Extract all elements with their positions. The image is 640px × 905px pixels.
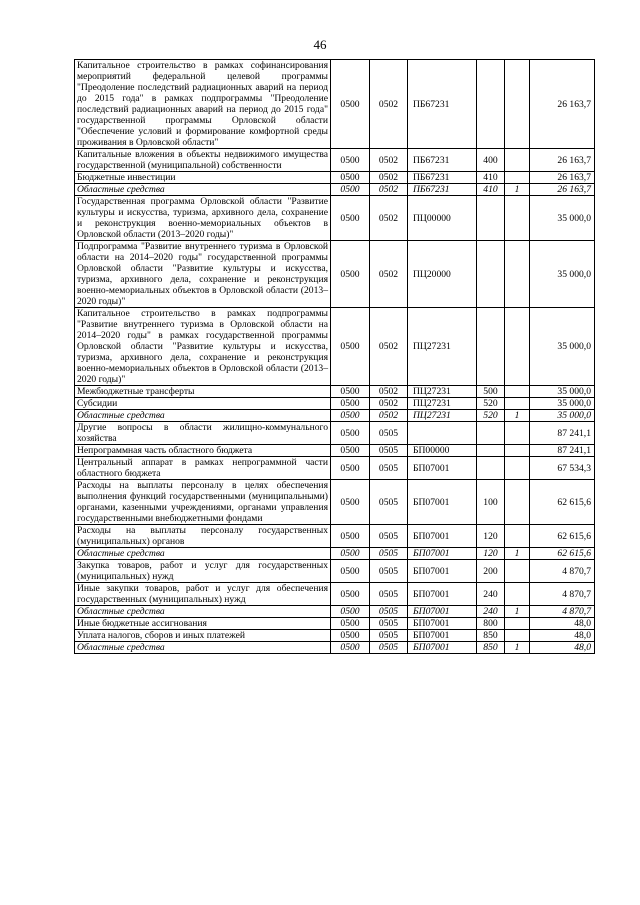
row-name-cell: Межбюджетные трансферты	[75, 386, 331, 398]
subsection-code-cell: 0502	[370, 149, 408, 172]
table-row	[75, 445, 595, 457]
amount-cell: 48,0	[530, 630, 595, 642]
funding-source-cell	[505, 525, 530, 548]
subsection-code-cell: 0502	[370, 184, 408, 196]
expense-type-cell: 200	[477, 560, 505, 583]
target-article-cell: БП07001	[408, 618, 477, 630]
amount-cell: 26 163,7	[530, 172, 595, 184]
row-name-cell: Подпрограмма "Развитие внутреннего туризма в Орловской области на 2014–2020 годы" государственной программы Орловской области "Развитие культуры и искусства, туризма, архивного дела, сохранение и реконструкция военно-мемориальных объектов в Орловской области (2013–2020 годы)"	[75, 241, 331, 308]
row-name-cell: Капитальное строительство в рамках софинансирования мероприятий федеральной целевой программы "Преодоление последствий радиационных аварий на период до 2015 года" в рамках подпрограммы "Преодоление последствий радиационных аварий на период до 2015 года" государственной программы Орловской области "Обеспечение условий и формирование комфортной среды проживания в Орловской области"	[75, 60, 331, 149]
subsection-code-cell: 0502	[370, 386, 408, 398]
expense-type-cell: 800	[477, 618, 505, 630]
target-article-cell: ПЦ27231	[408, 308, 477, 386]
target-article-cell	[408, 422, 477, 445]
expense-type-cell: 520	[477, 410, 505, 422]
table-row	[75, 525, 595, 548]
expense-type-cell	[477, 196, 505, 241]
target-article-cell: ПБ67231	[408, 172, 477, 184]
expense-type-cell: 410	[477, 184, 505, 196]
funding-source-cell	[505, 618, 530, 630]
table-row	[75, 618, 595, 630]
row-name-cell: Другие вопросы в области жилищно-коммунального хозяйства	[75, 422, 331, 445]
target-article-cell: ПБ67231	[408, 60, 477, 149]
subsection-code-cell: 0505	[370, 422, 408, 445]
row-name-cell: Закупка товаров, работ и услуг для государственных (муниципальных) нужд	[75, 560, 331, 583]
amount-cell: 35 000,0	[530, 398, 595, 410]
target-article-cell: БП07001	[408, 560, 477, 583]
row-name-cell: Иные закупки товаров, работ и услуг для обеспечения государственных (муниципальных) нужд	[75, 583, 331, 606]
section-code-cell: 0500	[331, 583, 370, 606]
funding-source-cell	[505, 172, 530, 184]
expense-type-cell: 120	[477, 525, 505, 548]
amount-cell: 4 870,7	[530, 606, 595, 618]
expense-type-cell	[477, 445, 505, 457]
amount-cell: 35 000,0	[530, 410, 595, 422]
table-row	[75, 560, 595, 583]
section-code-cell: 0500	[331, 241, 370, 308]
expense-type-cell: 100	[477, 480, 505, 525]
row-name-cell: Иные бюджетные ассигнования	[75, 618, 331, 630]
budget-table-body	[75, 60, 595, 654]
funding-source-cell	[505, 583, 530, 606]
amount-cell: 35 000,0	[530, 241, 595, 308]
expense-type-cell	[477, 60, 505, 149]
amount-cell: 67 534,3	[530, 457, 595, 480]
section-code-cell: 0500	[331, 410, 370, 422]
table-row	[75, 241, 595, 308]
subsection-code-cell: 0502	[370, 60, 408, 149]
subsection-code-cell: 0505	[370, 583, 408, 606]
amount-cell: 4 870,7	[530, 583, 595, 606]
funding-source-cell	[505, 480, 530, 525]
table-row	[75, 457, 595, 480]
table-row	[75, 172, 595, 184]
table-row	[75, 606, 595, 618]
subsection-code-cell: 0502	[370, 172, 408, 184]
table-row	[75, 630, 595, 642]
row-name-cell: Капитальное строительство в рамках подпрограммы "Развитие внутреннего туризма в Орловской области на 2014–2020 годы" в рамках государственной программы Орловской области "Развитие культуры и искусства, туризма, архивного дела, сохранение и реконструкция военно-мемориальных объектов в Орловской области (2013–2020 годы)"	[75, 308, 331, 386]
section-code-cell: 0500	[331, 606, 370, 618]
funding-source-cell	[505, 60, 530, 149]
section-code-cell: 0500	[331, 172, 370, 184]
subsection-code-cell: 0505	[370, 618, 408, 630]
funding-source-cell	[505, 386, 530, 398]
row-name-cell: Областные средства	[75, 642, 331, 654]
section-code-cell: 0500	[331, 445, 370, 457]
target-article-cell: ПЦ27231	[408, 398, 477, 410]
target-article-cell: БП07001	[408, 630, 477, 642]
funding-source-cell: 1	[505, 548, 530, 560]
section-code-cell: 0500	[331, 480, 370, 525]
target-article-cell: ПЦ00000	[408, 196, 477, 241]
subsection-code-cell: 0502	[370, 241, 408, 308]
table-row	[75, 642, 595, 654]
row-name-cell: Расходы на выплаты персоналу государственных (муниципальных) органов	[75, 525, 331, 548]
row-name-cell: Расходы на выплаты персоналу в целях обеспечения выполнения функций государственными (муниципальными) органами, казенными учреждениями, органами управления государственными внебюджетными фондами	[75, 480, 331, 525]
table-row	[75, 60, 595, 149]
target-article-cell: БП07001	[408, 525, 477, 548]
section-code-cell: 0500	[331, 560, 370, 583]
funding-source-cell	[505, 445, 530, 457]
table-row	[75, 548, 595, 560]
funding-source-cell: 1	[505, 410, 530, 422]
table-row	[75, 308, 595, 386]
expense-type-cell: 120	[477, 548, 505, 560]
amount-cell: 62 615,6	[530, 480, 595, 525]
subsection-code-cell: 0505	[370, 480, 408, 525]
row-name-cell: Уплата налогов, сборов и иных платежей	[75, 630, 331, 642]
section-code-cell: 0500	[331, 149, 370, 172]
amount-cell: 26 163,7	[530, 60, 595, 149]
subsection-code-cell: 0505	[370, 445, 408, 457]
funding-source-cell	[505, 196, 530, 241]
expense-type-cell: 500	[477, 386, 505, 398]
section-code-cell: 0500	[331, 184, 370, 196]
subsection-code-cell: 0505	[370, 548, 408, 560]
section-code-cell: 0500	[331, 386, 370, 398]
row-name-cell: Бюджетные инвестиции	[75, 172, 331, 184]
row-name-cell: Субсидии	[75, 398, 331, 410]
target-article-cell: БП07001	[408, 548, 477, 560]
row-name-cell: Областные средства	[75, 606, 331, 618]
target-article-cell: БП07001	[408, 457, 477, 480]
amount-cell: 87 241,1	[530, 422, 595, 445]
amount-cell: 62 615,6	[530, 548, 595, 560]
amount-cell: 26 163,7	[530, 184, 595, 196]
subsection-code-cell: 0505	[370, 560, 408, 583]
amount-cell: 62 615,6	[530, 525, 595, 548]
target-article-cell: БП07001	[408, 642, 477, 654]
expense-type-cell: 240	[477, 606, 505, 618]
table-row	[75, 149, 595, 172]
section-code-cell: 0500	[331, 525, 370, 548]
table-row	[75, 196, 595, 241]
expense-type-cell: 400	[477, 149, 505, 172]
table-row	[75, 398, 595, 410]
table-row	[75, 386, 595, 398]
target-article-cell: БП00000	[408, 445, 477, 457]
expense-type-cell	[477, 308, 505, 386]
target-article-cell: ПЦ27231	[408, 410, 477, 422]
amount-cell: 35 000,0	[530, 308, 595, 386]
amount-cell: 4 870,7	[530, 560, 595, 583]
expense-type-cell: 850	[477, 642, 505, 654]
expense-type-cell: 410	[477, 172, 505, 184]
row-name-cell: Капитальные вложения в объекты недвижимого имущества государственной (муниципальной) собственности	[75, 149, 331, 172]
section-code-cell: 0500	[331, 618, 370, 630]
subsection-code-cell: 0505	[370, 457, 408, 480]
section-code-cell: 0500	[331, 196, 370, 241]
row-name-cell: Областные средства	[75, 548, 331, 560]
expense-type-cell	[477, 457, 505, 480]
expense-type-cell: 850	[477, 630, 505, 642]
funding-source-cell	[505, 630, 530, 642]
target-article-cell: ПБ67231	[408, 149, 477, 172]
funding-source-cell	[505, 398, 530, 410]
funding-source-cell: 1	[505, 642, 530, 654]
target-article-cell: БП07001	[408, 480, 477, 525]
expense-type-cell	[477, 422, 505, 445]
amount-cell: 35 000,0	[530, 386, 595, 398]
subsection-code-cell: 0502	[370, 398, 408, 410]
amount-cell: 35 000,0	[530, 196, 595, 241]
amount-cell: 48,0	[530, 618, 595, 630]
section-code-cell: 0500	[331, 630, 370, 642]
table-row	[75, 583, 595, 606]
row-name-cell: Областные средства	[75, 410, 331, 422]
target-article-cell: ПЦ27231	[408, 386, 477, 398]
section-code-cell: 0500	[331, 398, 370, 410]
amount-cell: 48,0	[530, 642, 595, 654]
subsection-code-cell: 0502	[370, 308, 408, 386]
subsection-code-cell: 0505	[370, 642, 408, 654]
subsection-code-cell: 0505	[370, 630, 408, 642]
amount-cell: 26 163,7	[530, 149, 595, 172]
target-article-cell: БП07001	[408, 583, 477, 606]
section-code-cell: 0500	[331, 60, 370, 149]
row-name-cell: Центральный аппарат в рамках непрограммной части областного бюджета	[75, 457, 331, 480]
page-number: 46	[313, 37, 327, 52]
funding-source-cell	[505, 308, 530, 386]
amount-cell: 87 241,1	[530, 445, 595, 457]
section-code-cell: 0500	[331, 308, 370, 386]
section-code-cell: 0500	[331, 642, 370, 654]
funding-source-cell	[505, 149, 530, 172]
subsection-code-cell: 0505	[370, 606, 408, 618]
table-row	[75, 422, 595, 445]
expense-type-cell: 520	[477, 398, 505, 410]
row-name-cell: Непрограммная часть областного бюджета	[75, 445, 331, 457]
section-code-cell: 0500	[331, 548, 370, 560]
budget-table	[74, 59, 595, 654]
target-article-cell: ПЦ20000	[408, 241, 477, 308]
funding-source-cell	[505, 457, 530, 480]
funding-source-cell	[505, 241, 530, 308]
funding-source-cell	[505, 422, 530, 445]
table-row	[75, 410, 595, 422]
target-article-cell: ПБ67231	[408, 184, 477, 196]
target-article-cell: БП07001	[408, 606, 477, 618]
table-row	[75, 480, 595, 525]
expense-type-cell: 240	[477, 583, 505, 606]
funding-source-cell: 1	[505, 184, 530, 196]
table-row	[75, 184, 595, 196]
row-name-cell: Областные средства	[75, 184, 331, 196]
subsection-code-cell: 0502	[370, 196, 408, 241]
section-code-cell: 0500	[331, 422, 370, 445]
expense-type-cell	[477, 241, 505, 308]
section-code-cell: 0500	[331, 457, 370, 480]
row-name-cell: Государственная программа Орловской области "Развитие культуры и искусства, туризма, архивного дела, сохранение и реконструкция военно-мемориальных объектов в Орловской области (2013–2020 годы)"	[75, 196, 331, 241]
subsection-code-cell: 0502	[370, 410, 408, 422]
funding-source-cell	[505, 560, 530, 583]
subsection-code-cell: 0505	[370, 525, 408, 548]
funding-source-cell: 1	[505, 606, 530, 618]
